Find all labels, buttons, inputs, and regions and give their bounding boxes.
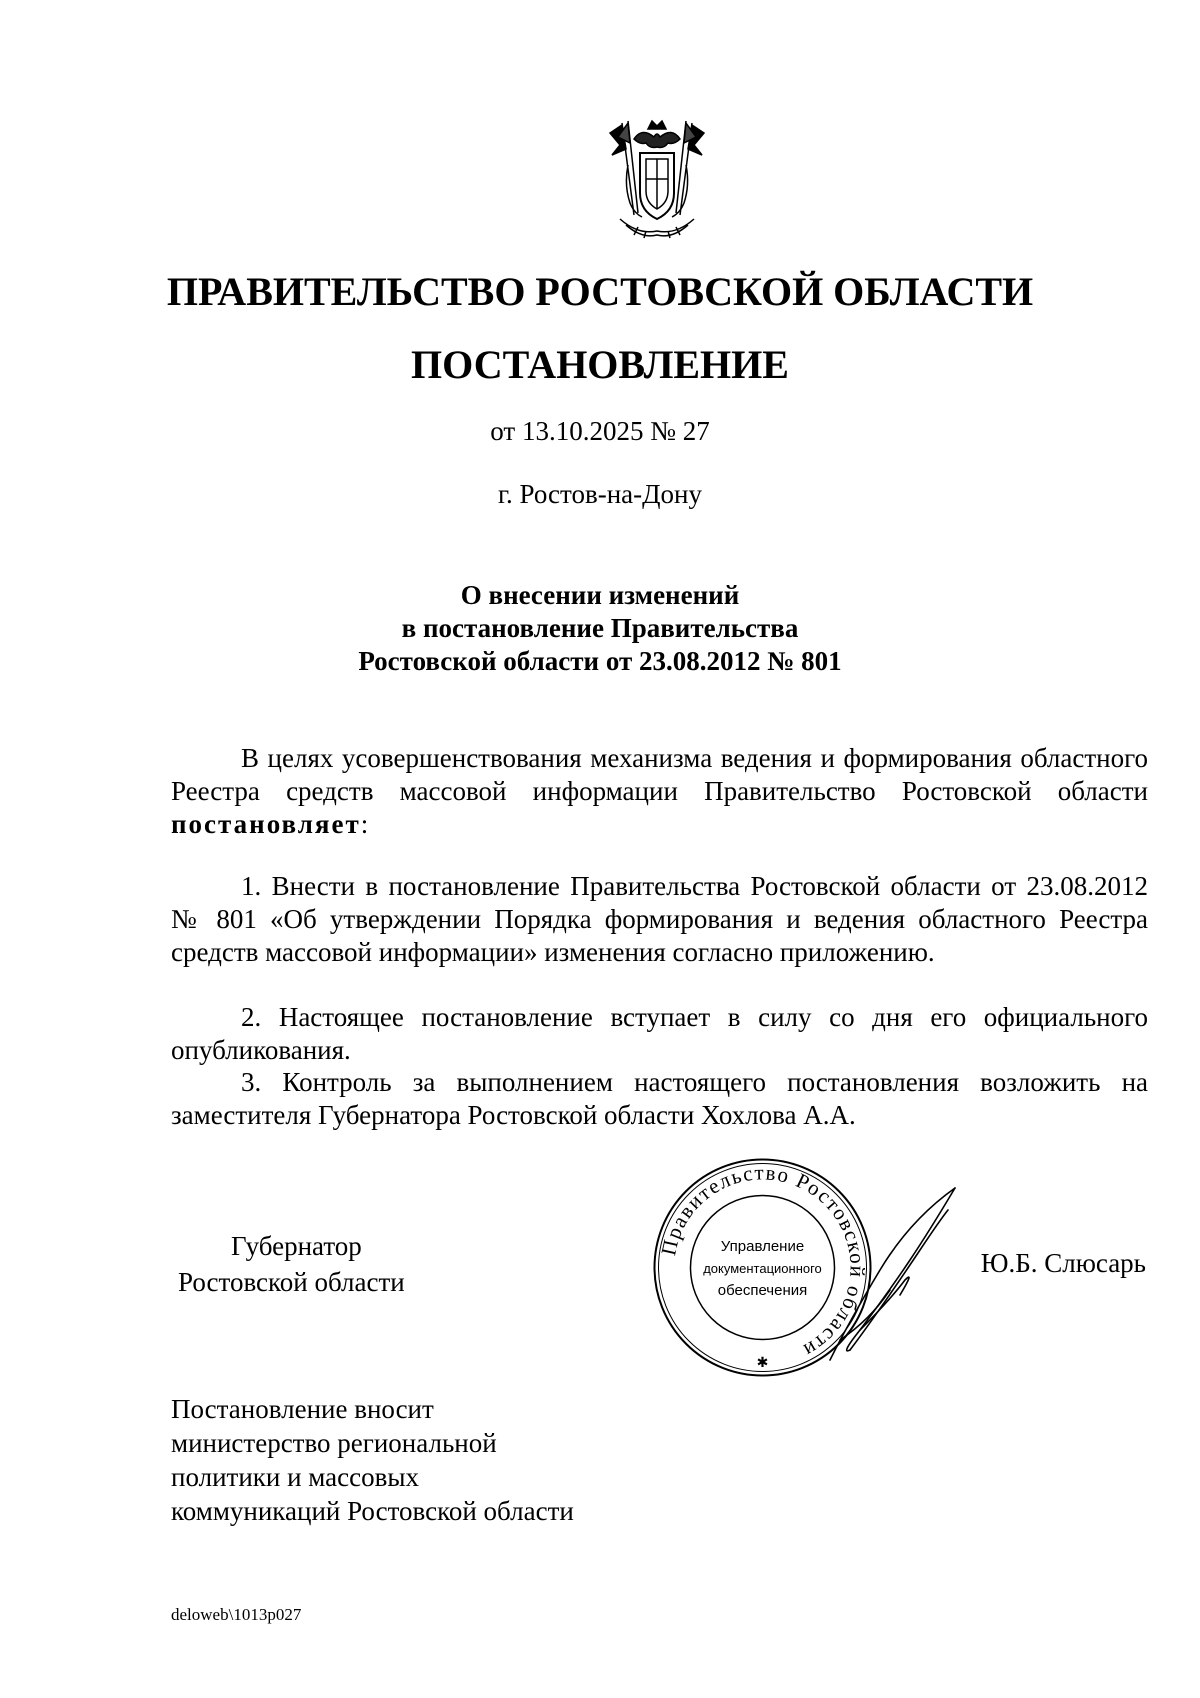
intro-text: В целях усовершенствования механизма ведения и формирования областного Реестра средств массовой информации Правительство Ростовской области <box>171 743 1148 806</box>
file-reference: deloweb\1013p027 <box>171 1605 302 1624</box>
signatory-position-line-2: Ростовской области <box>178 1267 405 1297</box>
organization-title: ПРАВИТЕЛЬСТВО РОСТОВСКОЙ ОБЛАСТИ <box>166 269 1034 314</box>
intro-colon: : <box>360 809 369 839</box>
submitter-line-4: коммуникаций Ростовской области <box>171 1496 574 1526</box>
subject-line-1: О внесении изменений <box>460 580 740 610</box>
intro-paragraph <box>171 742 1148 841</box>
clause-1 <box>171 870 1148 969</box>
document-subject <box>0 579 1200 678</box>
handwritten-signature <box>820 1180 970 1380</box>
document-city: г. Ростов-на-Дону <box>497 479 702 509</box>
signatory-position-line-1: Губернатор <box>231 1231 362 1261</box>
intro-emphasis: постановляет <box>171 809 361 839</box>
submitter-line-1: Постановление вносит <box>171 1394 434 1424</box>
stamp-center-line-3: обеспечения <box>717 1282 808 1299</box>
clause-2 <box>171 1001 1148 1067</box>
stamp-ring-text: Правительство Ростовской области <box>656 1160 870 1364</box>
subject-line-2: в постановление Правительства <box>401 613 799 643</box>
document-type-title: ПОСТАНОВЛЕНИЕ <box>411 342 789 387</box>
stamp-center-line-1: Управление <box>720 1238 805 1255</box>
signatory-name: Ю.Б. Слюсарь <box>980 1248 1146 1278</box>
stamp-center-line-2: документационного <box>703 1261 822 1276</box>
signatory-position <box>178 1228 405 1300</box>
submitter-line-2: министерство региональной <box>171 1428 497 1458</box>
submitter-block <box>171 1392 574 1528</box>
clause-2-text: 2. Настоящее постановление вступает в силу со дня его официального опубликования. <box>171 1002 1148 1065</box>
coat-of-arms-emblem <box>598 115 716 240</box>
clause-3-text: 3. Контроль за выполнением настоящего постановления возложить на заместителя Губернатора Ростовской области Хохлова А.А. <box>171 1067 1148 1130</box>
clause-3 <box>171 1066 1148 1132</box>
subject-line-3: Ростовской области от 23.08.2012 № 801 <box>358 646 842 676</box>
clause-1-text: 1. Внести в постановление Правительства Ростовской области от 23.08.2012 № 801 «Об утверждении Порядка формирования и ведения областного Реестра средств массовой информации» изменения согласно приложению. <box>171 871 1148 967</box>
document-date-number: от 13.10.2025 № 27 <box>490 416 710 446</box>
submitter-line-3: политики и массовых <box>171 1462 420 1492</box>
stamp-star-icon: ✱ <box>756 1356 769 1371</box>
